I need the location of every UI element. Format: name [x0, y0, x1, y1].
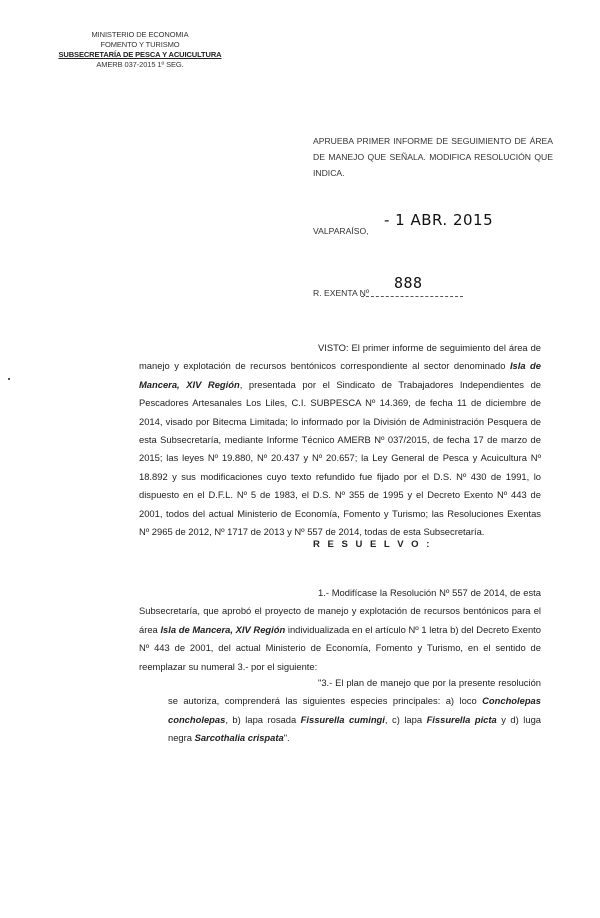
species-4: Sarcothalia crispata — [194, 732, 284, 744]
stamp-date: - 1 ABR. 2015 — [384, 211, 494, 229]
city-label: VALPARAÍSO, — [313, 226, 369, 236]
subsecretaria-name: SUBSECRETARÍA DE PESCA Y ACUICULTURA — [58, 50, 222, 59]
ministry-name: MINISTERIO DE ECONOMIA — [91, 30, 189, 39]
document-subject: APRUEBA PRIMER INFORME DE SEGUIMIENTO DE ÁREA DE MANEJO QUE SEÑALA. MODIFICA RESOLUCIÓN QUE INDICA. — [313, 136, 553, 178]
visto-place: Isla de Mancera, XIV Región — [139, 360, 542, 390]
resuelvo-heading: R E S U E L V O : — [313, 539, 432, 550]
visto-paragraph — [139, 339, 541, 541]
quote-mid-3: y d) luga negra — [168, 713, 542, 744]
quote-mid-2: , c) lapa — [384, 713, 427, 725]
visto-rest: , presentada por el Sindicato de Trabajadores Independientes de Pescadores Artesanales Los Liles, C.I. SUBPESCA Nº 14.369, de fecha 11 de diciembre de 2014, visado por Bitecma Limitada; lo informado por la División de Administración Pesquera de esta Subsecretaría, mediante Informe Técnico AMERB Nº 037/2015, de fecha 17 de marzo de 2015; las leyes Nº 19.880, Nº 20.437 y Nº 20.657; la Ley General de Pesca y Acuicultura Nº 18.892 y sus modificaciones cuyo texto refundido fue fijado por el D.S. Nº 430 de 1991, lo dispuesto en el D.F.L. Nº 5 de 1983, el D.S. Nº 355 de 1995 y el Decreto Exento Nº 443 de 2001, todos del actual Ministerio de Economía, Fomento y Turismo; las Resoluciones Exentas Nº 2965 de 2012, Nº 1717 de 2013 y Nº 557 de 2014, todas de esta Subsecretaría. — [139, 378, 542, 538]
margin-mark — [8, 378, 10, 380]
species-3: Fissurella picta — [426, 713, 497, 725]
article-1-place: Isla de Mancera, XIV Región — [160, 623, 286, 635]
resolution-number: 888 — [394, 274, 423, 292]
article-1-rest: individualizada en el artículo Nº 1 letra b) del Decreto Exento Nº 443 de 2001, del actual Ministerio de Economía, Fomento y Turismo, en el sentido de reemplazar su numeral 3.- por el siguiente: — [139, 623, 541, 672]
letterhead — [40, 30, 240, 70]
resolution-label: R. EXENTA Nº — [313, 288, 369, 298]
quoted-numeral-3 — [168, 674, 541, 748]
visto-lead: VISTO: El primer informe de seguimiento del área de manejo y explotación de recursos bentónicos correspondiente al sector denominado — [139, 342, 541, 372]
quote-lead: "3.- El plan de manejo que por la presente resolución se autoriza, comprenderá las siguientes especies principales: a) loco — [168, 677, 541, 707]
reference-code: AMERB 037-2015 1º SEG. — [96, 60, 184, 69]
article-1-lead: 1.- Modifícase la Resolución Nº 557 de 2014, de esta Subsecretaría, que aprobó el proyecto de manejo y explotación de recursos bentónicos para el área — [139, 587, 541, 635]
species-1: Concholepas concholepas — [168, 695, 541, 725]
resolution-number-line — [361, 296, 463, 297]
quote-end: ". — [283, 732, 290, 744]
article-1-paragraph — [139, 584, 541, 676]
ministry-name-2: FOMENTO Y TURISMO — [100, 40, 180, 49]
quote-mid-1: , b) lapa rosada — [225, 713, 301, 725]
species-2: Fissurella cumingi — [300, 713, 385, 725]
